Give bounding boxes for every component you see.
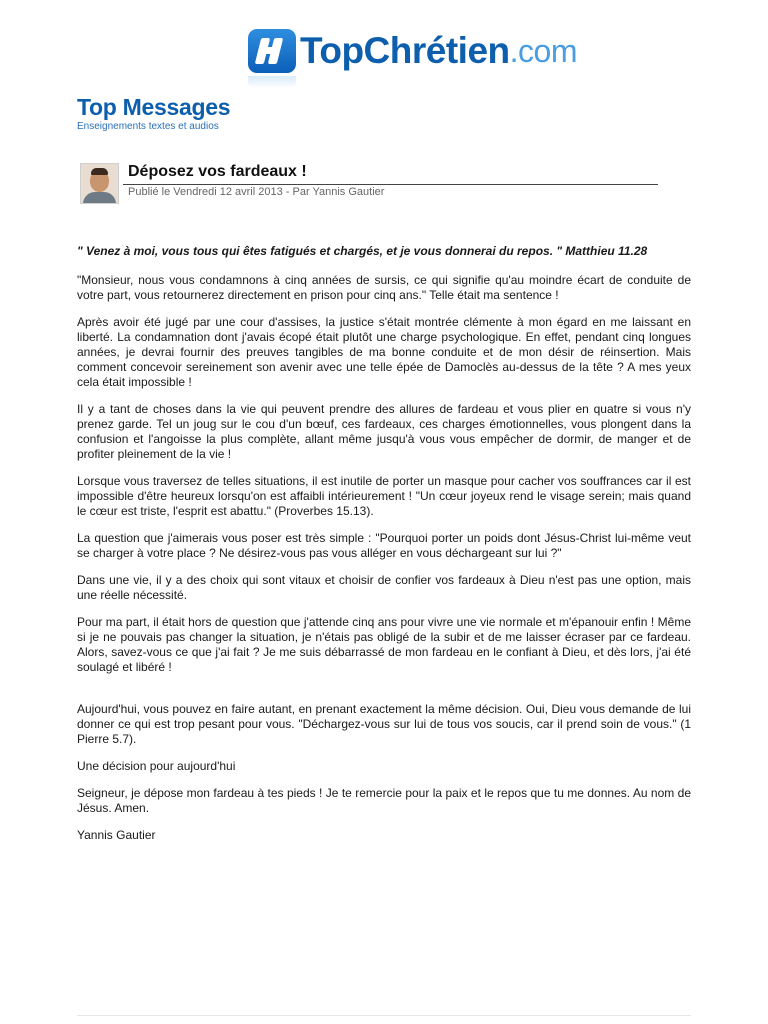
article-title: Déposez vos fardeaux ! xyxy=(128,163,307,180)
paragraph: "Monsieur, nous vous condamnons à cinq années de sursis, ce qui signifie qu'au moindre écart de conduite de votre part, vous retournerez directement en prison pour cinq ans." Telle était ma sentence ! xyxy=(77,273,691,302)
logo-icon xyxy=(248,29,296,73)
logo-text: TopChrétien xyxy=(300,30,510,71)
site-logo[interactable] xyxy=(248,26,577,76)
paragraph: Dans une vie, il y a des choix qui sont vitaux et choisir de confier vos fardeaux à Dieu n'est pas une option, mais une réelle nécessité. xyxy=(77,573,691,602)
logo-reflection xyxy=(248,76,296,88)
scripture-verse: " Venez à moi, vous tous qui êtes fatigués et chargés, et je vous donnerai du repos. " Matthieu 11.28 xyxy=(77,244,648,258)
paragraph: Aujourd'hui, vous pouvez en faire autant, en prenant exactement la même décision. Oui, Dieu vous demande de lui donner ce qui est trop pesant pour vous. "Déchargez-vous sur lui de tous vos soucis, car il prend soin de vous." (1 Pierre 5.7). xyxy=(77,702,691,746)
decision-heading: Une décision pour aujourd'hui xyxy=(77,759,236,773)
paragraph: Après avoir été jugé par une cour d'assises, la justice s'était montrée clémente à mon égard en me laissant en liberté. La condamnation dont j'avais écopé était plutôt une charge psychologique. En effet, pendant cinq longues années, je devrai fournir des preuves tangibles de ma bonne conduite et de mon désir de réinsertion. Mais comment concevoir sereinement son avenir avec une telle épée de Damoclès au-dessus de la tête ? A mes yeux cela était impossible ! xyxy=(77,315,691,389)
section-subtitle: Enseignements textes et audios xyxy=(77,121,219,132)
paragraph: Il y a tant de choses dans la vie qui peuvent prendre des allures de fardeau et vous plier en quatre si vous n'y prenez garde. Tel un joug sur le cou d'un bœuf, ces fardeaux, ces charges émotionnelles, vous plongent dans la confusion et l'angoisse la plus complète, allant même jusqu'à vous vous empêcher de dormir, de manger et de profiter pleinement de la vie ! xyxy=(77,402,691,461)
paragraph: Lorsque vous traversez de telles situations, il est inutile de porter un masque pour cacher vos souffrances car il est impossible d'être heureux lorsqu'on est affaibli intérieurement ! "Un cœur joyeux rend le visage serein; mais quand le cœur est triste, l'esprit est abattu." (Proverbes 15.13). xyxy=(77,474,691,518)
section-title[interactable]: Top Messages xyxy=(77,94,231,120)
paragraph: La question que j'aimerais vous poser est très simple : "Pourquoi porter un poids dont Jésus-Christ lui-même veut se charger à votre place ? Ne désirez-vous pas vous alléger en vous déchargeant sur lui ?" xyxy=(77,531,691,560)
logo-domain: .com xyxy=(509,32,577,69)
author-signature: Yannis Gautier xyxy=(77,828,156,842)
article-body xyxy=(77,244,691,843)
footer-divider xyxy=(77,1015,691,1016)
author-avatar xyxy=(80,163,119,204)
prayer: Seigneur, je dépose mon fardeau à tes pieds ! Je te remercie pour la paix et le repos que tu me donnes. Au nom de Jésus. Amen. xyxy=(77,786,691,815)
paragraph: Pour ma part, il était hors de question que j'attende cinq ans pour vivre une vie normale et m'épanouir enfin ! Même si je ne pouvais pas changer la situation, je n'étais pas obligé de la subir et de me laisser écraser par ce fardeau. Alors, savez-vous ce que j'ai fait ? Je me suis débarrassé de mon fardeau en le confiant à Dieu, et dès lors, j'ai été soulagé et libéré ! xyxy=(77,615,691,674)
title-divider xyxy=(123,184,658,185)
article-meta: Publié le Vendredi 12 avril 2013 - Par Yannis Gautier xyxy=(128,186,385,198)
